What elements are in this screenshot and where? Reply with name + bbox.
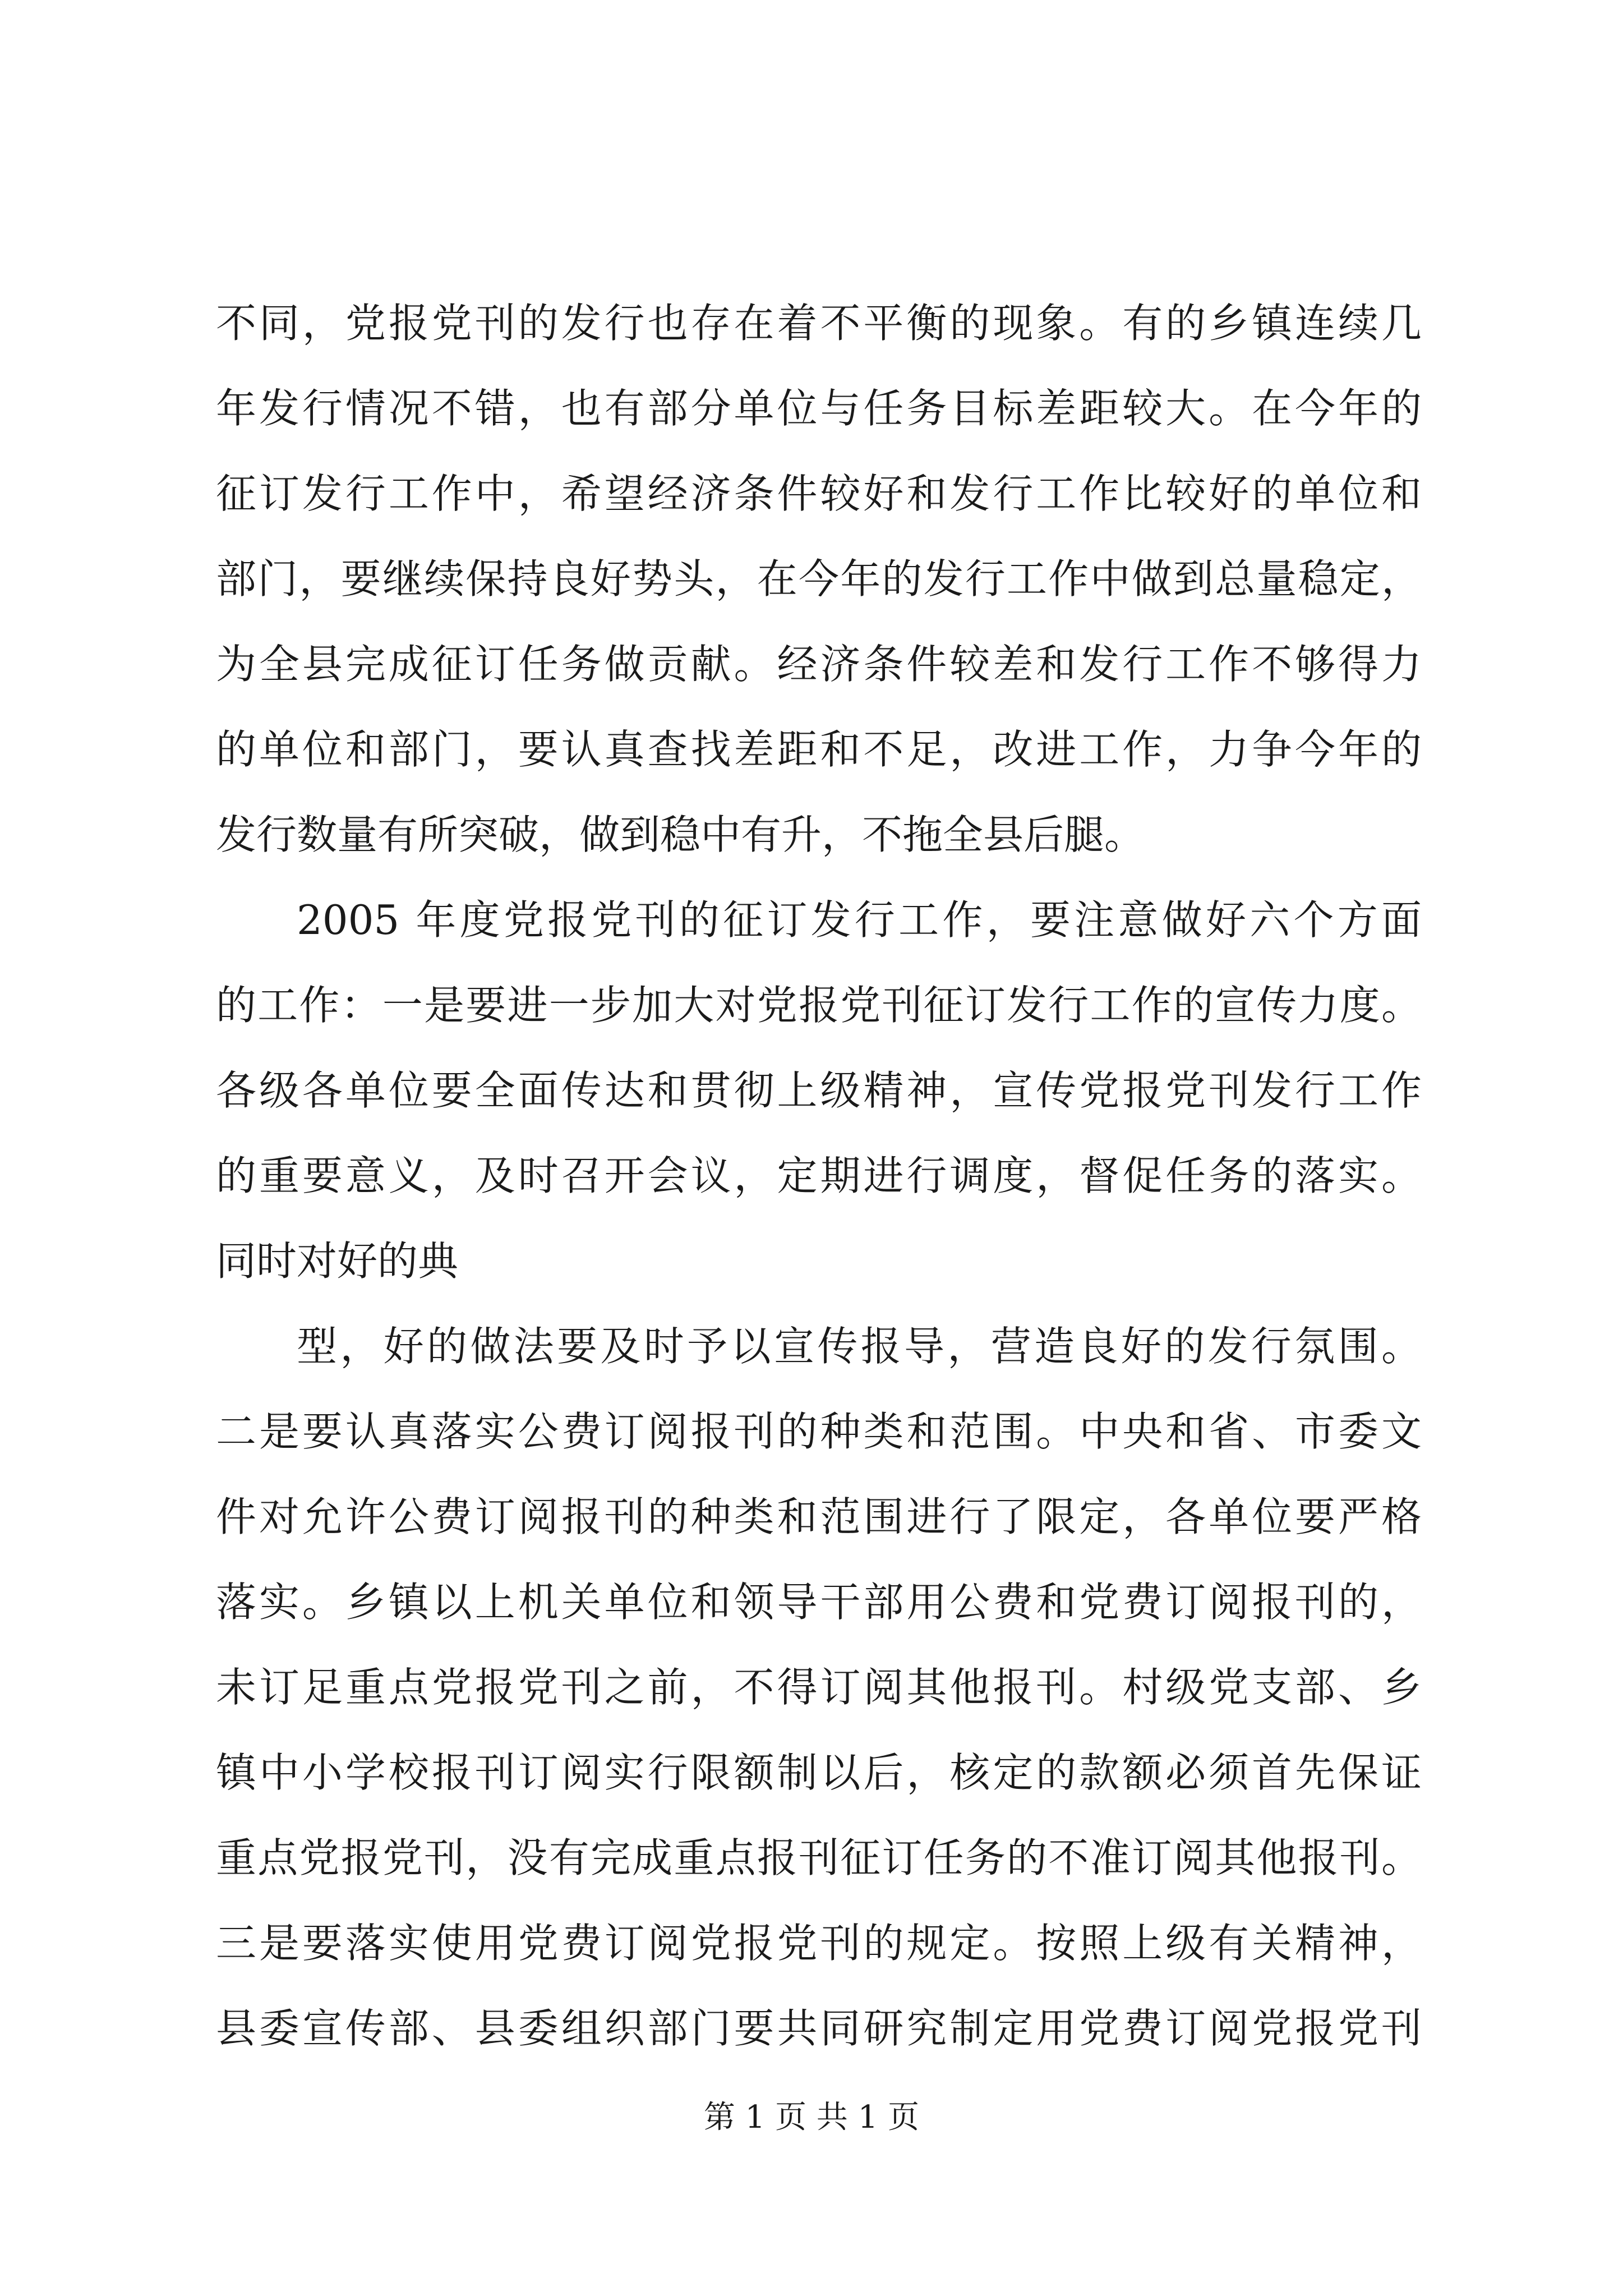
text-line: 部门，要继续保持良好势头，在今年的发行工作中做到总量稳定， (216, 555, 1422, 602)
text-line: 落实。乡镇以上机关单位和领导干部用公费和党费订阅报刊的， (216, 1579, 1422, 1626)
text-line: 不同，党报党刊的发行也存在着不平衡的现象。有的乡镇连续几 (216, 300, 1422, 347)
paragraph-first-line: 2005 年度党报党刊的征订发行工作，要注意做好六个方面 (297, 896, 1422, 944)
text-line: 各级各单位要全面传达和贯彻上级精神，宣传党报党刊发行工作 (216, 1067, 1422, 1114)
document-body (216, 280, 1422, 2071)
text-line: 同时对好的典 (216, 1237, 459, 1285)
text-line: 件对允许公费订阅报刊的种类和范围进行了限定，各单位要严格 (216, 1493, 1422, 1540)
text-line: 发行数量有所突破，做到稳中有升，不拖全县后腿。 (216, 811, 1145, 858)
text-line: 年发行情况不错，也有部分单位与任务目标差距较大。在今年的 (216, 385, 1422, 432)
text-line: 征订发行工作中，希望经济条件较好和发行工作比较好的单位和 (216, 470, 1422, 517)
text-line: 为全县完成征订任务做贡献。经济条件较差和发行工作不够得力 (216, 641, 1422, 688)
page-number-label: 第 1 页 共 1 页 (703, 2099, 920, 2136)
paragraph-first-line: 型，好的做法要及时予以宣传报导，营造良好的发行氛围。 (297, 1323, 1422, 1370)
text-line: 的工作：一是要进一步加大对党报党刊征订发行工作的宣传力度。 (216, 982, 1422, 1029)
text-line: 镇中小学校报刊订阅实行限额制以后，核定的款额必须首先保证 (216, 1749, 1422, 1796)
text-line: 二是要认真落实公费订阅报刊的种类和范围。中央和省、市委文 (216, 1408, 1422, 1455)
text-line: 县委宣传部、县委组织部门要共同研究制定用党费订阅党报党刊 (216, 2005, 1422, 2052)
text-line: 未订足重点党报党刊之前，不得订阅其他报刊。村级党支部、乡 (216, 1664, 1422, 1711)
text-line: 三是要落实使用党费订阅党报党刊的规定。按照上级有关精神， (216, 1920, 1422, 1967)
text-line: 的单位和部门，要认真查找差距和不足，改进工作，力争今年的 (216, 726, 1422, 773)
page-footer (0, 2095, 1623, 2140)
text-line: 的重要意义，及时召开会议，定期进行调度，督促任务的落实。 (216, 1152, 1422, 1199)
text-line: 重点党报党刊，没有完成重点报刊征订任务的不准订阅其他报刊。 (216, 1834, 1422, 1881)
